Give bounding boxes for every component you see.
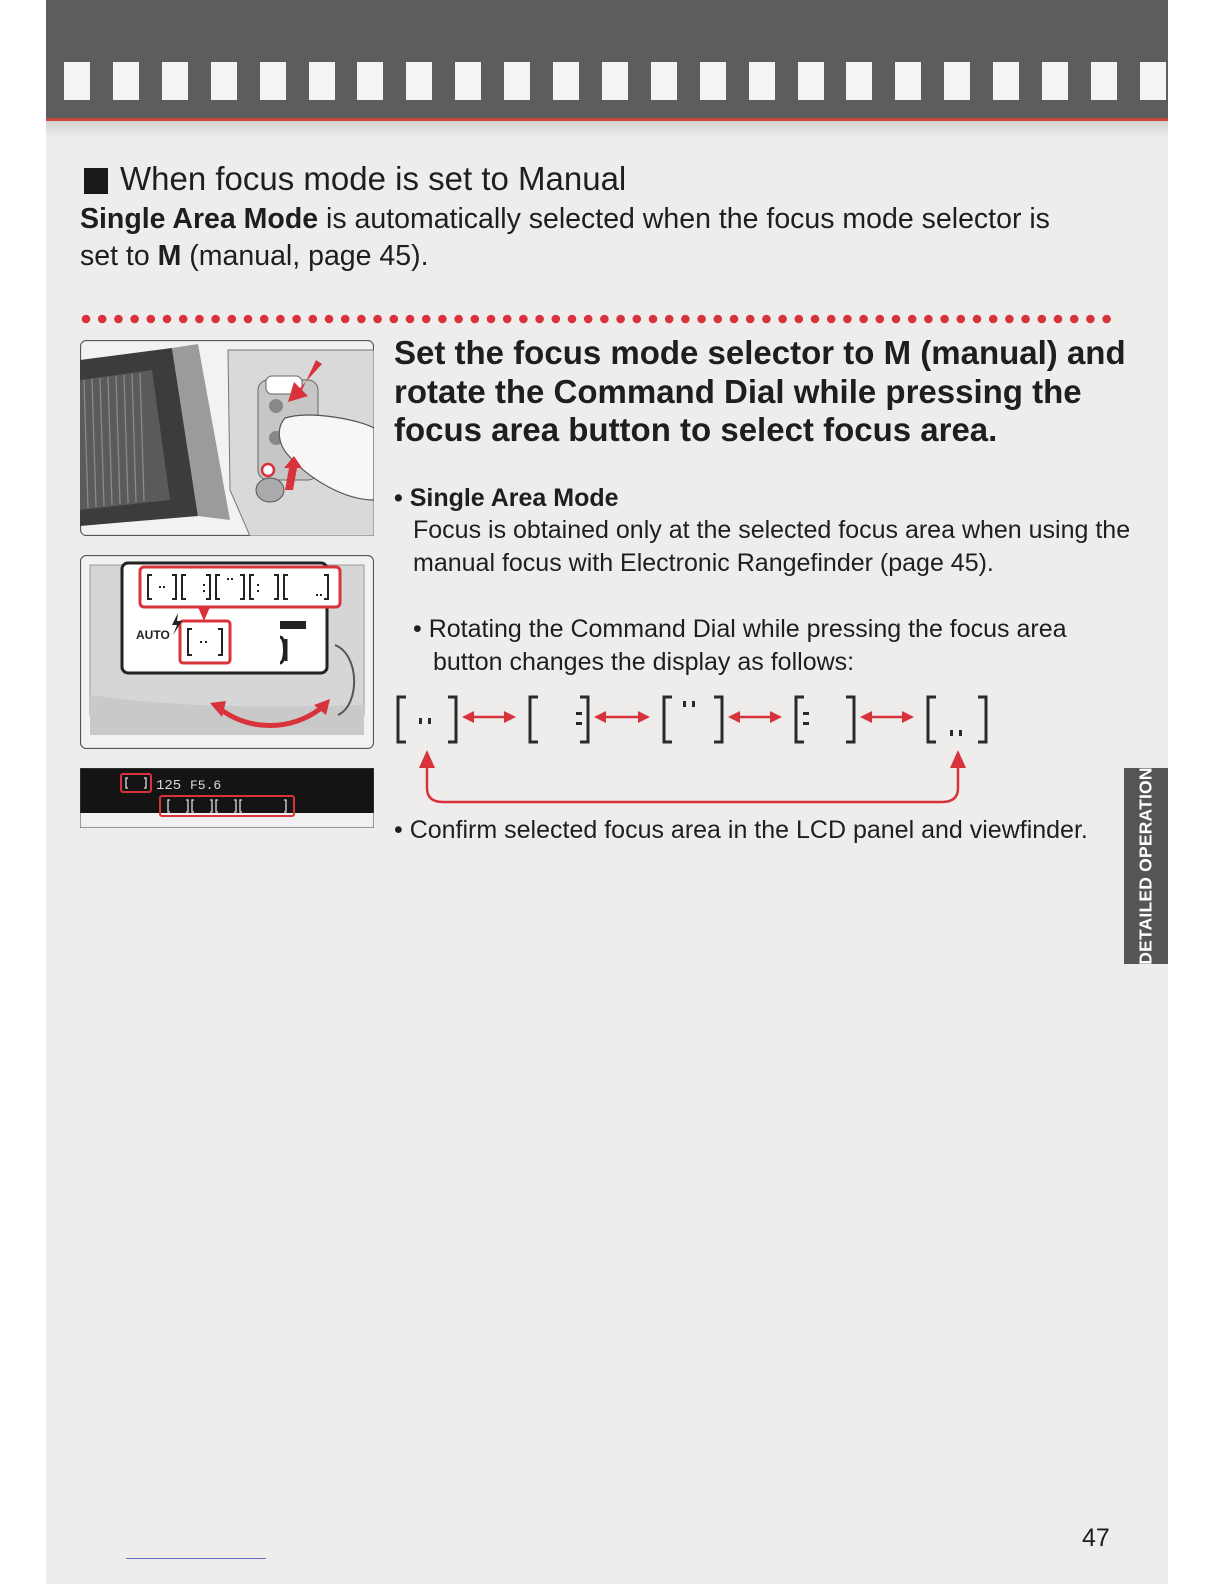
- divider-dot: [811, 315, 820, 324]
- divider-dot: [649, 315, 658, 324]
- focus-area-sequence-diagram: [388, 692, 988, 808]
- divider-dot: [147, 315, 156, 324]
- camera-body: [228, 350, 374, 536]
- lcd-auto-label: AUTO: [136, 628, 170, 642]
- intro-text-2: (manual, page 45).: [181, 240, 429, 272]
- divider-dot: [876, 315, 885, 324]
- divider-dot: [600, 315, 609, 324]
- divider-dot: [633, 315, 642, 324]
- divider-dot: [665, 315, 674, 324]
- divider-dot: [778, 315, 787, 324]
- divider-dot: [325, 315, 334, 324]
- divider-dot: [357, 315, 366, 324]
- divider-dot: [390, 315, 399, 324]
- film-sprocket-hole: [749, 62, 775, 100]
- film-sprocket-hole: [1042, 62, 1068, 100]
- divider-dot: [292, 315, 301, 324]
- header-shadow: [46, 121, 1168, 137]
- film-sprocket-hole: [798, 62, 824, 100]
- viewfinder-display: [80, 768, 374, 828]
- film-sprocket-hole: [944, 62, 970, 100]
- film-sprocket-hole: [211, 62, 237, 100]
- film-sprocket-hole: [406, 62, 432, 100]
- divider-dot: [130, 315, 139, 324]
- divider-dot: [697, 315, 706, 324]
- divider-dot: [762, 315, 771, 324]
- chapter-side-tab-label: DETAILED OPERATION: [1135, 767, 1156, 965]
- divider-dot: [309, 315, 318, 324]
- focus-area-markers: [419, 701, 962, 736]
- divider-dot: [973, 315, 982, 324]
- film-sprocket-hole: [700, 62, 726, 100]
- divider-dot: [1102, 315, 1111, 324]
- chapter-side-tab: [1124, 768, 1168, 964]
- divider-dot: [1038, 315, 1047, 324]
- film-sprocket-hole: [1091, 62, 1117, 100]
- film-sprocket-hole: [504, 62, 530, 100]
- single-area-mode-description: Focus is obtained only at the selected focus area when using the manual focus with Electronic Rangefinder (page 45).: [413, 516, 1131, 577]
- film-sprocket-hole: [113, 62, 139, 100]
- film-sprocket-hole: [260, 62, 286, 100]
- viewfinder-aperture: F5.6: [190, 778, 222, 793]
- film-sprocket-hole: [651, 62, 677, 100]
- divider-dot: [228, 315, 237, 324]
- intro-paragraph: [80, 201, 1080, 275]
- intro-bold-m: M: [157, 240, 182, 272]
- manual-page: [46, 0, 1168, 1584]
- divider-dot: [1005, 315, 1014, 324]
- loop-arrow-icon: [419, 750, 966, 802]
- step-heading: Set the focus mode selector to M (manual) and rotate the Command Dial while pressing the focus area button to select focus area.: [394, 334, 1126, 448]
- divider-dot: [940, 315, 949, 324]
- divider-dot: [487, 315, 496, 324]
- divider-dot: [616, 315, 625, 324]
- divider-dot: [454, 315, 463, 324]
- viewfinder-shutter-speed: 125: [156, 778, 182, 794]
- divider-dot: [82, 315, 91, 324]
- divider-dot: [341, 315, 350, 324]
- divider-dot: [1021, 315, 1030, 324]
- bottom-link-underline: [126, 1558, 266, 1559]
- divider-dot: [406, 315, 415, 324]
- film-sprocket-hole: [553, 62, 579, 100]
- divider-dot: [568, 315, 577, 324]
- divider-dot: [98, 315, 107, 324]
- divider-dot: [989, 315, 998, 324]
- film-sprocket-hole: [162, 62, 188, 100]
- divider-dot: [422, 315, 431, 324]
- film-sprocket-hole: [846, 62, 872, 100]
- film-sprocket-hole: [602, 62, 628, 100]
- divider-dot: [471, 315, 480, 324]
- divider-dot: [1086, 315, 1095, 324]
- divider-dot: [924, 315, 933, 324]
- divider-dot: [1070, 315, 1079, 324]
- divider-dot: [195, 315, 204, 324]
- intro-bold-term: Single Area Mode: [80, 203, 319, 235]
- confirm-instruction: • Confirm selected focus area in the LCD panel and viewfinder.: [394, 816, 1088, 844]
- page-number: 47: [1082, 1524, 1110, 1552]
- divider-dot: [681, 315, 690, 324]
- film-strip-header: [46, 0, 1168, 124]
- film-sprocket-hole: [1140, 62, 1166, 100]
- divider-dot: [843, 315, 852, 324]
- divider-dot: [244, 315, 253, 324]
- divider-dot: [179, 315, 188, 324]
- divider-dot: [438, 315, 447, 324]
- divider-dot: [163, 315, 172, 324]
- divider-dot: [211, 315, 220, 324]
- rotate-instruction: • Rotating the Command Dial while pressing the focus area button changes the display as follows:: [413, 615, 1067, 676]
- section-heading: When focus mode is set to Manual: [120, 160, 627, 197]
- divider-dot: [908, 315, 917, 324]
- film-sprocket-hole: [357, 62, 383, 100]
- divider-dot: [584, 315, 593, 324]
- divider-dot: [714, 315, 723, 324]
- film-sprocket-hole: [895, 62, 921, 100]
- divider-dot: [276, 315, 285, 324]
- divider-dot: [260, 315, 269, 324]
- divider-dot: [114, 315, 123, 324]
- divider-dot: [957, 315, 966, 324]
- dotted-divider: [80, 312, 1120, 326]
- intro-text-1: is automatically selected when the focus mode selector is set to: [80, 203, 1050, 272]
- film-sprocket-hole: [309, 62, 335, 100]
- divider-dot: [519, 315, 528, 324]
- divider-dot: [1054, 315, 1063, 324]
- divider-dot: [892, 315, 901, 324]
- divider-dot: [827, 315, 836, 324]
- film-sprocket-hole: [64, 62, 90, 100]
- divider-dot: [730, 315, 739, 324]
- section-bullet-square: [84, 168, 108, 194]
- divider-dot: [503, 315, 512, 324]
- divider-dot: [373, 315, 382, 324]
- divider-dot: [535, 315, 544, 324]
- single-area-mode-title: • Single Area Mode: [394, 484, 619, 512]
- film-sprocket-hole: [455, 62, 481, 100]
- divider-dot: [552, 315, 561, 324]
- lcd-panel-illustration: [80, 555, 374, 749]
- divider-dot: [795, 315, 804, 324]
- film-sprocket-hole: [993, 62, 1019, 100]
- camera-illustration: [80, 340, 374, 536]
- divider-dot: [746, 315, 755, 324]
- divider-dot: [859, 315, 868, 324]
